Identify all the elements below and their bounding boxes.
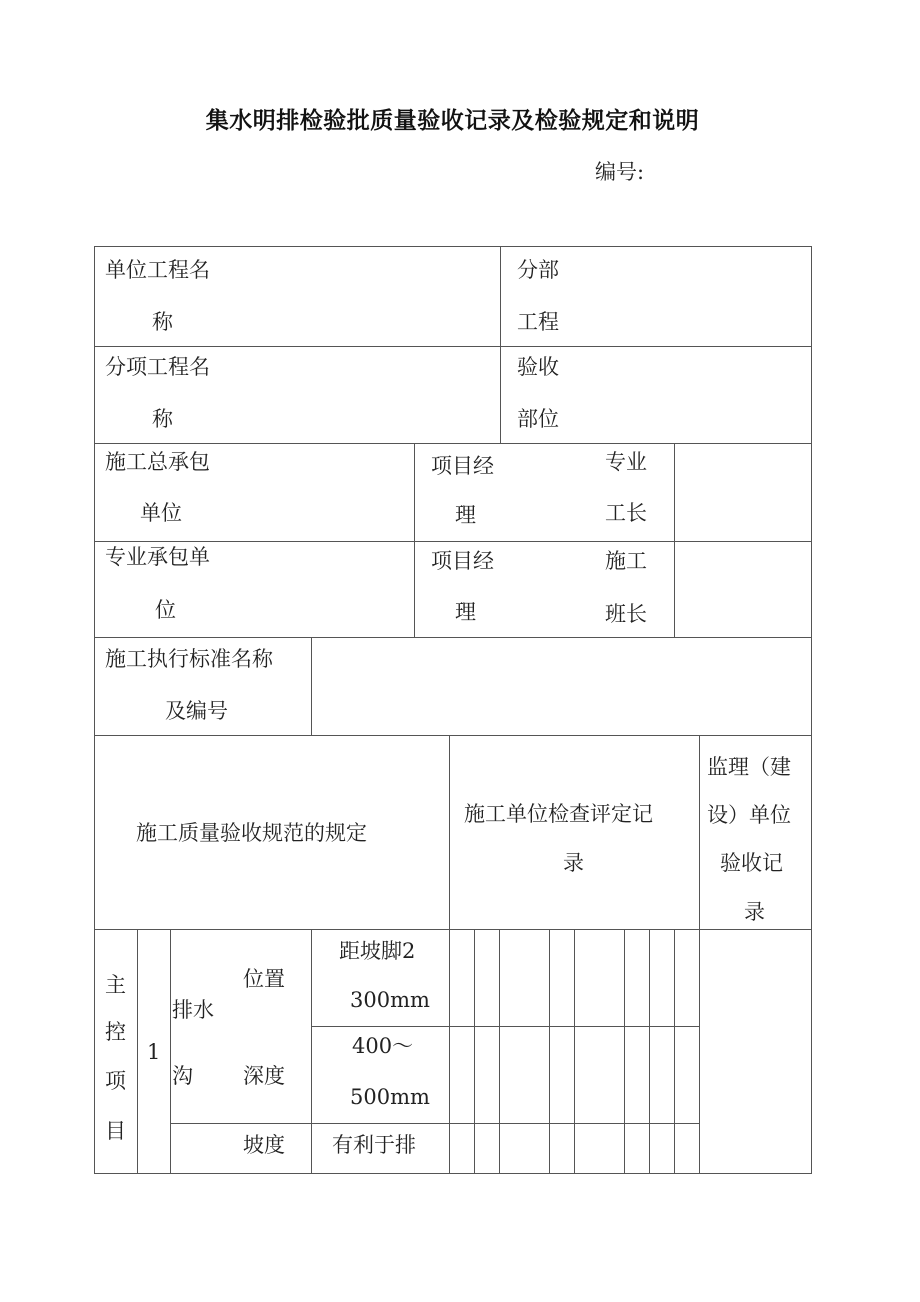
- requirement-depth-line1: 400～: [352, 1034, 414, 1058]
- construction-check-header-line2: 录: [563, 851, 584, 875]
- acceptance-part-label-line1: 验收: [517, 355, 559, 379]
- main-control-category-char2: 控: [105, 1020, 126, 1044]
- sub-item-project-name-label-line1: 分项工程名: [105, 355, 210, 379]
- document-title: 集水明排检验批质量验收记录及检验规定和说明: [205, 107, 700, 134]
- construction-check-header-line1: 施工单位检查评定记: [464, 802, 653, 826]
- requirement-position-line2: 300mm: [350, 988, 430, 1012]
- main-control-category-char1: 主: [105, 973, 126, 997]
- spec-rules-header: 施工质量验收规范的规定: [136, 821, 367, 845]
- specialty-contractor-label-line2: 位: [155, 598, 176, 622]
- item-name-line1: 排水: [172, 998, 214, 1022]
- construction-team-leader-label-line2: 班长: [605, 602, 647, 626]
- item-name-line2: 沟: [172, 1064, 193, 1088]
- project-manager-2-label-line1: 项目经: [431, 549, 494, 573]
- construction-team-leader-label-line1: 施工: [605, 549, 647, 573]
- general-contractor-label-line2: 单位: [140, 501, 182, 525]
- supervision-acceptance-header-line3: 验收记: [720, 851, 783, 875]
- specialty-contractor-label-line1: 专业承包单: [105, 545, 210, 569]
- sub-division-project-label-line1: 分部: [517, 258, 559, 282]
- project-manager-2-label-line2: 理: [455, 600, 476, 624]
- check-item-label-slope: 坡度: [243, 1133, 285, 1157]
- supervision-acceptance-header-line4: 录: [744, 900, 765, 924]
- general-contractor-label-line1: 施工总承包: [105, 450, 210, 474]
- professional-foreman-label-line2: 工长: [605, 501, 647, 525]
- project-manager-1-label-line2: 理: [455, 503, 476, 527]
- acceptance-part-label-line2: 部位: [517, 407, 559, 431]
- sub-item-project-name-label-line2: 称: [152, 407, 173, 431]
- unit-project-name-label-line2: 称: [152, 310, 173, 334]
- requirement-depth-line2: 500mm: [350, 1085, 430, 1109]
- main-control-category-char4: 目: [105, 1119, 126, 1143]
- item-number: 1: [147, 1040, 161, 1064]
- standard-name-label-line2: 及编号: [165, 699, 228, 723]
- check-item-label-position: 位置: [243, 967, 285, 991]
- document-number-label: 编号:: [595, 160, 645, 184]
- supervision-acceptance-header-line2: 设）单位: [707, 803, 791, 827]
- check-item-label-depth: 深度: [243, 1064, 285, 1088]
- professional-foreman-label-line1: 专业: [605, 450, 647, 474]
- unit-project-name-label-line1: 单位工程名: [105, 258, 210, 282]
- standard-name-label-line1: 施工执行标准名称: [105, 647, 273, 671]
- main-control-category-char3: 项: [105, 1069, 126, 1093]
- supervision-acceptance-header-line1: 监理（建: [707, 755, 791, 779]
- project-manager-1-label-line1: 项目经: [431, 454, 494, 478]
- requirement-position-line1: 距坡脚2: [339, 939, 416, 963]
- sub-division-project-label-line2: 工程: [517, 310, 559, 334]
- requirement-slope: 有利于排: [332, 1133, 416, 1157]
